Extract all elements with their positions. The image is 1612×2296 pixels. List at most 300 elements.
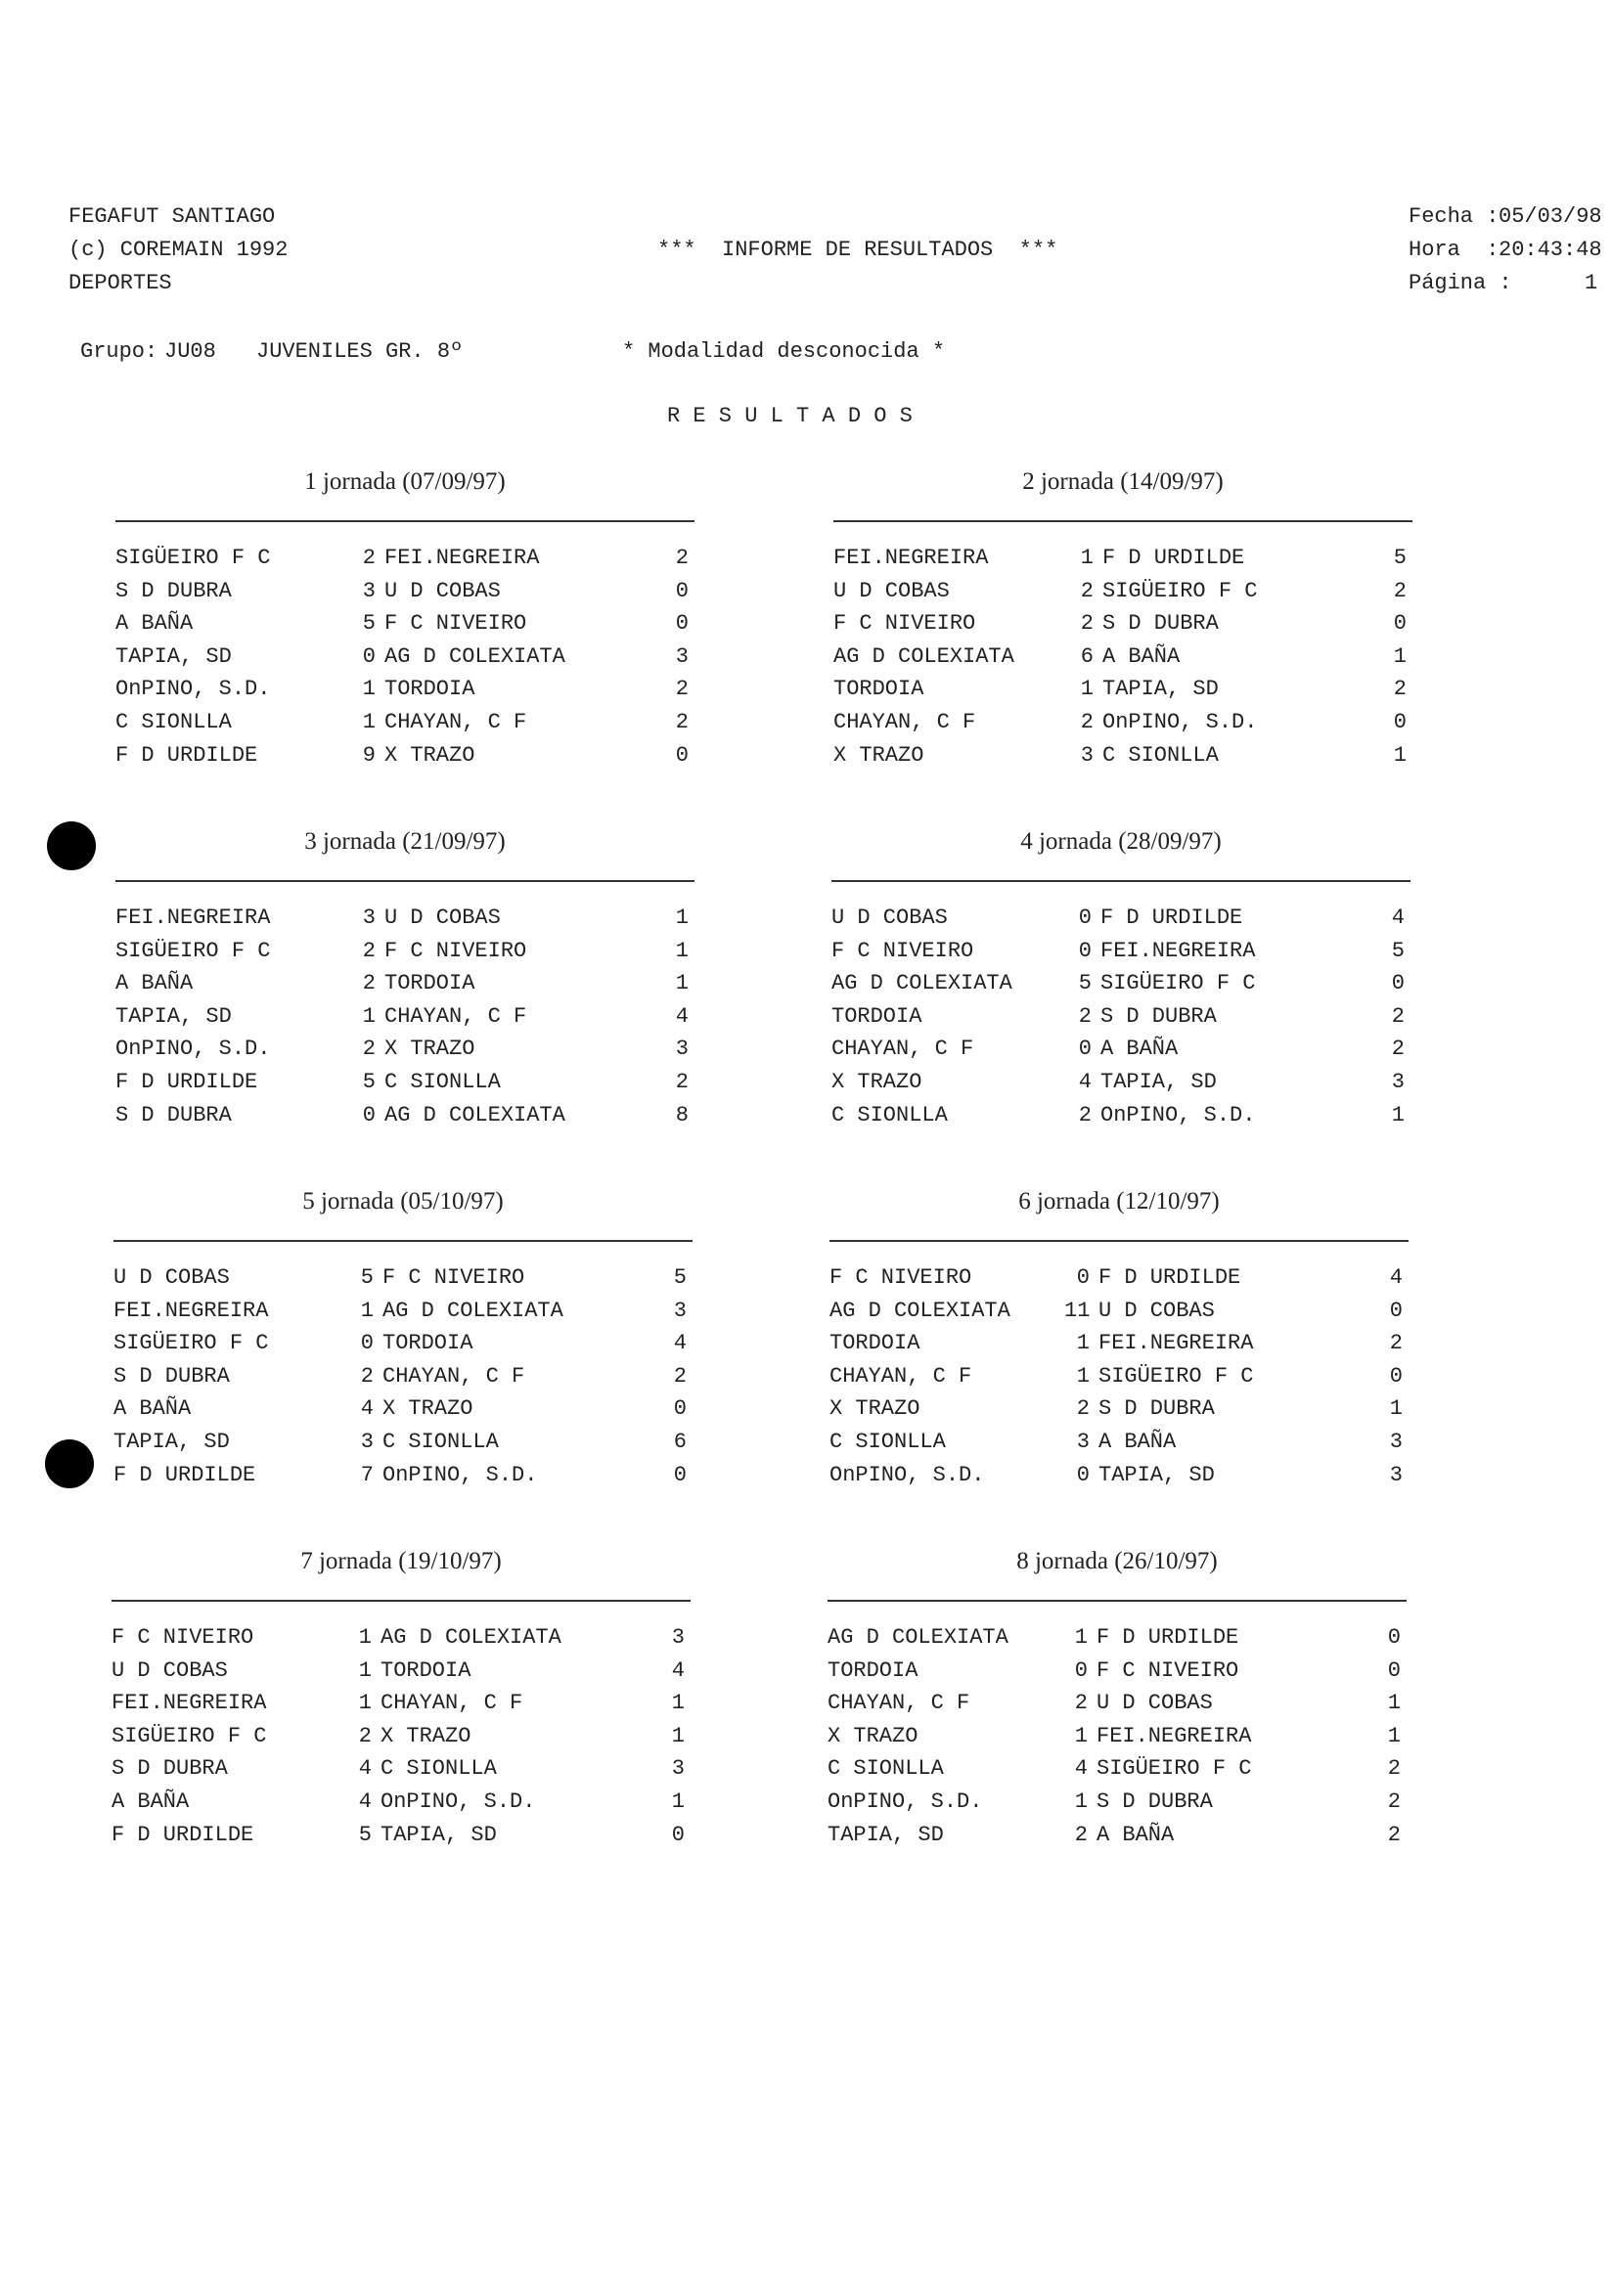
home-team: TORDOIA: [831, 1003, 922, 1029]
match-row: [829, 1295, 1409, 1328]
jornada-block: [113, 1187, 693, 1487]
home-score: 4: [1078, 1070, 1092, 1094]
home-score: 3: [362, 578, 376, 603]
away-score: 3: [1391, 1070, 1405, 1094]
away-team: C SIONLLA: [384, 1070, 501, 1094]
match-row: [833, 575, 1412, 608]
home-team: S D DUBRA: [115, 1102, 232, 1127]
match-row: [828, 1819, 1407, 1852]
home-score: 1: [362, 1003, 376, 1029]
home-score: 6: [1080, 643, 1094, 669]
home-score: 0: [1078, 1037, 1092, 1062]
away-score: 1: [671, 1691, 685, 1716]
home-team: SIGÜEIRO F C: [112, 1723, 267, 1748]
match-row: [115, 902, 694, 935]
away-score: 1: [671, 1723, 685, 1748]
away-team: S D DUBRA: [1098, 1396, 1215, 1422]
hora-label: Hora :: [1409, 238, 1500, 262]
match-row: [115, 640, 694, 674]
home-team: AG D COLEXIATA: [833, 643, 1014, 669]
away-team: SIGÜEIRO F C: [1097, 1756, 1252, 1782]
away-score: 5: [1393, 546, 1407, 570]
fecha-label: Fecha :: [1409, 204, 1500, 229]
home-team: A BAÑA: [115, 971, 194, 996]
match-row: [831, 967, 1410, 1000]
away-team: X TRAZO: [384, 742, 475, 768]
away-team: TORDOIA: [382, 1331, 473, 1356]
match-row: [829, 1261, 1409, 1295]
home-score: 5: [362, 611, 376, 637]
home-score: 4: [358, 1789, 372, 1814]
home-score: 2: [1078, 1003, 1092, 1029]
away-team: U D COBAS: [384, 578, 501, 603]
away-score: 0: [675, 742, 689, 768]
jornada-block: [112, 1547, 691, 1847]
home-score: 3: [1076, 1430, 1090, 1454]
away-team: FEI.NEGREIRA: [1097, 1723, 1252, 1748]
match-row: [828, 1720, 1407, 1753]
fecha-value: 05/03/98: [1499, 204, 1602, 229]
away-team: TAPIA, SD: [1098, 1462, 1215, 1487]
home-score: 2: [362, 938, 376, 963]
match-row: [112, 1720, 691, 1753]
away-team: AG D COLEXIATA: [381, 1625, 561, 1650]
match-row: [829, 1327, 1409, 1360]
match-row: [115, 1099, 694, 1132]
home-score: 2: [360, 1363, 374, 1389]
home-team: A BAÑA: [112, 1789, 190, 1814]
home-score: 3: [360, 1430, 374, 1454]
home-score: 2: [362, 971, 376, 996]
away-score: 1: [675, 971, 689, 996]
group-code: JU08: [164, 339, 216, 364]
jornada-block: [115, 467, 694, 768]
away-team: CHAYAN, C F: [381, 1691, 523, 1716]
home-score: 2: [1076, 1396, 1090, 1422]
home-team: TAPIA, SD: [828, 1822, 944, 1847]
home-score: 9: [362, 742, 376, 768]
away-score: 3: [675, 1037, 689, 1062]
home-score: 1: [358, 1625, 372, 1650]
home-team: TORDOIA: [829, 1331, 920, 1356]
match-row: [115, 739, 694, 773]
home-team: C SIONLLA: [829, 1430, 946, 1454]
home-score: 0: [360, 1331, 374, 1356]
home-team: F C NIVEIRO: [829, 1265, 972, 1290]
away-score: 3: [673, 1298, 687, 1323]
home-score: 2: [358, 1723, 372, 1748]
home-score: 0: [362, 643, 376, 669]
home-score: 1: [1076, 1331, 1090, 1356]
home-score: 1: [1080, 546, 1094, 570]
hora-value: 20:43:48: [1499, 238, 1602, 262]
home-score: 0: [1078, 905, 1092, 930]
away-team: F C NIVEIRO: [384, 611, 527, 637]
home-score: 1: [1076, 1363, 1090, 1389]
match-row: [113, 1392, 693, 1426]
home-score: 2: [1080, 578, 1094, 603]
away-score: 2: [675, 546, 689, 570]
away-team: F C NIVEIRO: [1097, 1657, 1239, 1683]
match-row: [833, 673, 1412, 706]
match-row: [115, 575, 694, 608]
away-team: FEI.NEGREIRA: [1098, 1331, 1254, 1356]
home-team: OnPINO, S.D.: [115, 1037, 271, 1062]
away-team: F D URDILDE: [1097, 1625, 1239, 1650]
away-score: 0: [671, 1822, 685, 1847]
away-score: 1: [1387, 1691, 1401, 1716]
away-team: OnPINO, S.D.: [381, 1789, 536, 1814]
home-score: 2: [362, 1037, 376, 1062]
jornada-block: [833, 467, 1412, 768]
jornada-block: [831, 827, 1410, 1127]
home-score: 1: [1074, 1625, 1088, 1650]
match-row: [112, 1687, 691, 1720]
home-score: 11: [1064, 1298, 1091, 1323]
home-team: S D DUBRA: [112, 1756, 228, 1782]
away-team: F D URDILDE: [1100, 905, 1243, 930]
away-team: C SIONLLA: [1102, 742, 1219, 768]
away-team: S D DUBRA: [1100, 1003, 1217, 1029]
away-score: 3: [1389, 1462, 1403, 1487]
match-row: [833, 640, 1412, 674]
copyright: (c) COREMAIN 1992: [68, 238, 289, 262]
away-score: 2: [1393, 578, 1407, 603]
match-row: [833, 607, 1412, 640]
divider: [831, 880, 1410, 882]
away-score: 2: [675, 710, 689, 734]
away-score: 0: [1389, 1363, 1403, 1389]
away-team: FEI.NEGREIRA: [1100, 938, 1256, 963]
home-team: OnPINO, S.D.: [115, 677, 271, 702]
match-row: [115, 967, 694, 1000]
home-team: U D COBAS: [112, 1657, 228, 1683]
match-row: [828, 1752, 1407, 1786]
match-row: [829, 1459, 1409, 1492]
jornada-block: [829, 1187, 1409, 1487]
home-team: F C NIVEIRO: [833, 611, 976, 637]
match-row: [115, 1033, 694, 1066]
home-team: F C NIVEIRO: [831, 938, 974, 963]
away-score: 0: [1391, 971, 1405, 996]
home-team: TAPIA, SD: [115, 643, 232, 669]
away-team: U D COBAS: [384, 905, 501, 930]
home-team: U D COBAS: [833, 578, 950, 603]
divider: [829, 1240, 1409, 1242]
away-score: 0: [1389, 1298, 1403, 1323]
divider: [113, 1240, 693, 1242]
home-team: SIGÜEIRO F C: [115, 938, 271, 963]
away-score: 3: [671, 1756, 685, 1782]
away-score: 0: [1387, 1625, 1401, 1650]
away-team: TAPIA, SD: [381, 1822, 497, 1847]
away-score: 4: [673, 1331, 687, 1356]
home-team: X TRAZO: [833, 742, 924, 768]
away-team: A BAÑA: [1098, 1430, 1177, 1454]
away-team: SIGÜEIRO F C: [1098, 1363, 1254, 1389]
match-row: [831, 1000, 1410, 1034]
home-score: 0: [1078, 938, 1092, 963]
away-team: CHAYAN, C F: [382, 1363, 525, 1389]
away-score: 4: [1389, 1265, 1403, 1290]
home-team: AG D COLEXIATA: [828, 1625, 1008, 1650]
away-score: 1: [675, 938, 689, 963]
match-row: [113, 1426, 693, 1459]
away-score: 2: [1387, 1789, 1401, 1814]
away-score: 1: [1387, 1723, 1401, 1748]
home-team: OnPINO, S.D.: [828, 1789, 983, 1814]
home-team: CHAYAN, C F: [833, 710, 976, 734]
away-score: 2: [675, 677, 689, 702]
away-score: 0: [673, 1396, 687, 1422]
match-row: [115, 607, 694, 640]
home-team: X TRAZO: [831, 1070, 922, 1094]
away-team: F D URDILDE: [1102, 546, 1245, 570]
away-team: OnPINO, S.D.: [382, 1462, 538, 1487]
match-row: [113, 1261, 693, 1295]
match-row: [828, 1655, 1407, 1688]
match-row: [112, 1752, 691, 1786]
home-team: F D URDILDE: [112, 1822, 254, 1847]
home-score: 2: [1074, 1691, 1088, 1716]
home-team: C SIONLLA: [828, 1756, 944, 1782]
match-row: [833, 739, 1412, 773]
away-team: TORDOIA: [384, 971, 475, 996]
home-score: 2: [1080, 611, 1094, 637]
away-score: 2: [1391, 1003, 1405, 1029]
home-score: 5: [362, 1070, 376, 1094]
away-team: C SIONLLA: [382, 1430, 499, 1454]
home-team: TORDOIA: [828, 1657, 918, 1683]
away-team: U D COBAS: [1098, 1298, 1215, 1323]
away-team: TORDOIA: [381, 1657, 471, 1683]
away-score: 2: [675, 1070, 689, 1094]
home-score: 0: [1076, 1462, 1090, 1487]
divider: [115, 880, 694, 882]
home-team: AG D COLEXIATA: [829, 1298, 1010, 1323]
away-score: 4: [1391, 905, 1405, 930]
match-row: [831, 1099, 1410, 1132]
away-score: 0: [1387, 1657, 1401, 1683]
away-score: 2: [1391, 1037, 1405, 1062]
match-row: [112, 1655, 691, 1688]
away-score: 1: [1393, 742, 1407, 768]
home-score: 4: [358, 1756, 372, 1782]
home-team: A BAÑA: [115, 611, 194, 637]
away-score: 0: [1393, 710, 1407, 734]
away-score: 6: [673, 1430, 687, 1454]
match-row: [115, 1000, 694, 1034]
away-team: X TRAZO: [384, 1037, 475, 1062]
away-team: A BAÑA: [1102, 643, 1181, 669]
home-team: AG D COLEXIATA: [831, 971, 1012, 996]
jornada-block: [115, 827, 694, 1127]
match-row: [115, 542, 694, 575]
jornada-title: 7 jornada (19/10/97): [300, 1548, 502, 1574]
home-score: 1: [362, 677, 376, 702]
away-team: AG D COLEXIATA: [382, 1298, 563, 1323]
match-row: [112, 1621, 691, 1655]
away-team: S D DUBRA: [1102, 611, 1219, 637]
away-score: 0: [1393, 611, 1407, 637]
away-team: TORDOIA: [384, 677, 475, 702]
home-team: FEI.NEGREIRA: [115, 905, 271, 930]
report-title: *** INFORME DE RESULTADOS ***: [657, 238, 1058, 262]
match-row: [115, 673, 694, 706]
org-name: FEGAFUT SANTIAGO: [68, 204, 276, 229]
away-team: OnPINO, S.D.: [1102, 710, 1258, 734]
match-row: [831, 1033, 1410, 1066]
away-team: SIGÜEIRO F C: [1102, 578, 1258, 603]
section-title: R E S U L T A D O S: [667, 404, 913, 428]
home-score: 7: [360, 1462, 374, 1487]
away-score: 3: [1389, 1430, 1403, 1454]
match-row: [113, 1459, 693, 1492]
home-score: 4: [1074, 1756, 1088, 1782]
away-score: 1: [1389, 1396, 1403, 1422]
home-team: SIGÜEIRO F C: [115, 546, 271, 570]
home-team: X TRAZO: [829, 1396, 920, 1422]
home-team: FEI.NEGREIRA: [833, 546, 989, 570]
match-row: [113, 1327, 693, 1360]
home-team: U D COBAS: [831, 905, 948, 930]
home-team: OnPINO, S.D.: [829, 1462, 985, 1487]
away-team: C SIONLLA: [381, 1756, 497, 1782]
divider: [828, 1600, 1407, 1602]
away-score: 4: [671, 1657, 685, 1683]
match-row: [829, 1426, 1409, 1459]
away-team: SIGÜEIRO F C: [1100, 971, 1256, 996]
home-team: S D DUBRA: [113, 1363, 230, 1389]
jornada-title: 3 jornada (21/09/97): [304, 828, 506, 855]
home-team: A BAÑA: [113, 1396, 192, 1422]
away-score: 2: [1393, 677, 1407, 702]
home-score: 0: [1074, 1657, 1088, 1683]
home-team: C SIONLLA: [831, 1102, 948, 1127]
away-team: OnPINO, S.D.: [1100, 1102, 1256, 1127]
away-score: 1: [675, 905, 689, 930]
punch-hole: [45, 1439, 94, 1488]
away-team: F C NIVEIRO: [382, 1265, 525, 1290]
pagina-value: 1: [1585, 271, 1598, 295]
away-score: 2: [673, 1363, 687, 1389]
match-row: [833, 542, 1412, 575]
away-score: 0: [675, 611, 689, 637]
home-score: 1: [358, 1691, 372, 1716]
home-team: TAPIA, SD: [113, 1430, 230, 1454]
away-score: 0: [673, 1462, 687, 1487]
away-score: 3: [671, 1625, 685, 1650]
away-team: AG D COLEXIATA: [384, 1102, 565, 1127]
away-team: F C NIVEIRO: [384, 938, 527, 963]
home-score: 1: [360, 1298, 374, 1323]
home-team: FEI.NEGREIRA: [112, 1691, 267, 1716]
match-row: [829, 1392, 1409, 1426]
match-row: [831, 935, 1410, 968]
home-team: CHAYAN, C F: [828, 1691, 970, 1716]
match-row: [113, 1360, 693, 1393]
home-score: 0: [362, 1102, 376, 1127]
home-team: F D URDILDE: [115, 742, 258, 768]
away-score: 2: [1387, 1822, 1401, 1847]
match-row: [828, 1786, 1407, 1819]
divider: [115, 520, 694, 522]
away-score: 5: [673, 1265, 687, 1290]
home-score: 3: [362, 905, 376, 930]
away-team: A BAÑA: [1097, 1822, 1175, 1847]
match-row: [828, 1687, 1407, 1720]
away-team: U D COBAS: [1097, 1691, 1213, 1716]
home-score: 5: [360, 1265, 374, 1290]
away-score: 4: [675, 1003, 689, 1029]
away-score: 8: [675, 1102, 689, 1127]
away-team: CHAYAN, C F: [384, 710, 527, 734]
match-row: [831, 902, 1410, 935]
away-score: 2: [1387, 1756, 1401, 1782]
home-team: X TRAZO: [828, 1723, 918, 1748]
match-row: [115, 706, 694, 739]
away-score: 1: [671, 1789, 685, 1814]
away-score: 0: [675, 578, 689, 603]
home-team: CHAYAN, C F: [831, 1037, 974, 1062]
home-team: U D COBAS: [113, 1265, 230, 1290]
home-team: F D URDILDE: [113, 1462, 256, 1487]
home-score: 2: [1078, 1102, 1092, 1127]
divider: [833, 520, 1412, 522]
match-row: [112, 1786, 691, 1819]
match-row: [829, 1360, 1409, 1393]
home-team: F C NIVEIRO: [112, 1625, 254, 1650]
home-score: 1: [1080, 677, 1094, 702]
jornada-title: 1 jornada (07/09/97): [304, 468, 506, 495]
jornada-title: 2 jornada (14/09/97): [1022, 468, 1224, 495]
jornada-title: 5 jornada (05/10/97): [302, 1188, 504, 1214]
match-row: [113, 1295, 693, 1328]
home-score: 5: [358, 1822, 372, 1847]
home-score: 2: [362, 546, 376, 570]
jornada-title: 6 jornada (12/10/97): [1018, 1188, 1220, 1214]
home-score: 2: [1080, 710, 1094, 734]
away-team: X TRAZO: [382, 1396, 473, 1422]
home-score: 2: [1074, 1822, 1088, 1847]
home-score: 1: [1074, 1723, 1088, 1748]
home-score: 1: [362, 710, 376, 734]
match-row: [828, 1621, 1407, 1655]
modalidad: * Modalidad desconocida *: [622, 339, 946, 364]
away-team: FEI.NEGREIRA: [384, 546, 540, 570]
home-team: C SIONLLA: [115, 710, 232, 734]
away-score: 5: [1391, 938, 1405, 963]
home-team: SIGÜEIRO F C: [113, 1331, 269, 1356]
home-team: CHAYAN, C F: [829, 1363, 972, 1389]
match-row: [831, 1066, 1410, 1099]
away-team: CHAYAN, C F: [384, 1003, 527, 1029]
pagina-label: Página :: [1409, 271, 1512, 295]
away-team: TAPIA, SD: [1102, 677, 1219, 702]
home-team: TORDOIA: [833, 677, 924, 702]
divider: [112, 1600, 691, 1602]
home-score: 3: [1080, 742, 1094, 768]
jornada-title: 4 jornada (28/09/97): [1020, 828, 1222, 855]
home-score: 0: [1076, 1265, 1090, 1290]
home-score: 4: [360, 1396, 374, 1422]
home-team: S D DUBRA: [115, 578, 232, 603]
punch-hole: [47, 821, 96, 870]
match-row: [115, 1066, 694, 1099]
away-score: 1: [1391, 1102, 1405, 1127]
away-score: 2: [1389, 1331, 1403, 1356]
jornada-block: [828, 1547, 1407, 1847]
